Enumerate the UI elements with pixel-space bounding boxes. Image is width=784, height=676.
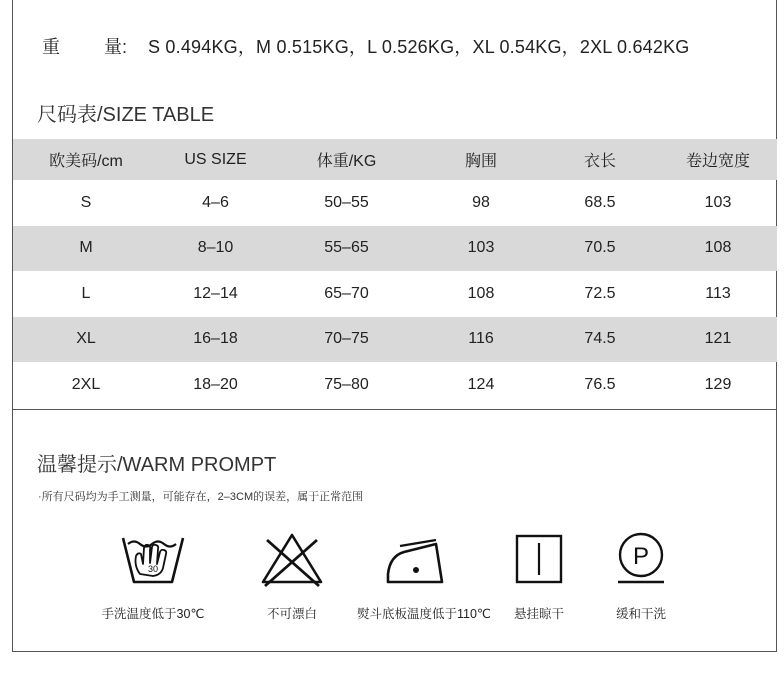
size-table <box>13 139 777 408</box>
table-cell: 12–14 <box>193 284 238 302</box>
table-cell: 18–20 <box>193 375 238 393</box>
table-cell: 103 <box>421 226 541 272</box>
table-cell: 108 <box>659 226 777 272</box>
table-row <box>13 317 777 363</box>
table-cell: 65–70 <box>324 284 369 302</box>
header-cell: 欧美码/cm <box>13 139 159 180</box>
line-dry-icon <box>506 530 572 590</box>
header-cell: 胸围 <box>421 139 541 180</box>
care-label: 手洗温度低于30℃ <box>101 607 205 621</box>
size-table-title: 尺码表/SIZE TABLE <box>37 104 215 126</box>
table-row <box>13 226 777 272</box>
table-cell: 70.5 <box>541 226 659 272</box>
weight-values: S 0.494KG，M 0.515KG，L 0.526KG，XL 0.54KG，2XL 0.642KG <box>148 37 690 57</box>
care-item-hand-wash <box>93 530 213 622</box>
iron-low-temp-icon <box>384 530 450 590</box>
table-cell: 121 <box>659 317 777 363</box>
gentle-dry-clean-icon <box>608 530 674 590</box>
header-cell: 卷边宽度 <box>659 139 777 180</box>
table-cell: 2XL <box>71 375 101 393</box>
table-cell: 113 <box>705 284 731 302</box>
care-label: 不可漂白 <box>266 607 317 621</box>
care-item-dry-clean <box>581 530 701 622</box>
table-cell: 55–65 <box>272 226 421 272</box>
table-cell: 98 <box>472 193 490 211</box>
table-cell: S <box>80 193 92 211</box>
table-row <box>13 180 777 226</box>
table-cell: L <box>81 284 91 302</box>
table-cell: 75–80 <box>324 375 369 393</box>
table-cell: 50–55 <box>324 193 369 211</box>
table-cell: 103 <box>704 193 732 211</box>
table-cell: 124 <box>467 375 495 393</box>
svg-text:30: 30 <box>147 564 159 574</box>
table-cell: XL <box>13 317 159 363</box>
table-cell: 129 <box>704 375 732 393</box>
table-cell: 74.5 <box>541 317 659 363</box>
table-cell: 76.5 <box>584 375 616 393</box>
table-cell: 116 <box>421 317 541 363</box>
care-item-iron <box>357 530 491 622</box>
weight-row <box>42 33 690 59</box>
table-cell: 70–75 <box>272 317 421 363</box>
table-cell: 72.5 <box>584 284 616 302</box>
care-label: 熨斗底板温度低于110℃ <box>357 607 491 621</box>
table-cell: 16–18 <box>159 317 272 363</box>
table-cell: M <box>13 226 159 272</box>
table-cell: 8–10 <box>159 226 272 272</box>
measurement-note: ·所有尺码均为手工测量，可能存在，2–3CM的误差，属于正常范围 <box>38 491 364 503</box>
do-not-bleach-icon <box>259 530 325 590</box>
table-cell: 68.5 <box>584 193 616 211</box>
header-cell: 衣长 <box>541 139 659 180</box>
care-item-no-bleach <box>232 530 352 622</box>
hand-wash-icon <box>120 530 186 590</box>
header-cell: 体重/KG <box>272 139 421 180</box>
table-row <box>13 362 777 408</box>
header-cell: US SIZE <box>159 139 272 180</box>
table-row <box>13 271 777 317</box>
care-label: 缓和干洗 <box>615 607 666 621</box>
weight-label: 重 量: <box>42 37 128 57</box>
care-label: 悬挂晾干 <box>513 607 564 621</box>
svg-text:P: P <box>632 543 650 570</box>
warm-prompt-title: 温馨提示/WARM PROMPT <box>37 454 277 476</box>
table-cell: 4–6 <box>202 193 229 211</box>
table-cell: 108 <box>467 284 495 302</box>
table-header-row <box>13 139 777 180</box>
